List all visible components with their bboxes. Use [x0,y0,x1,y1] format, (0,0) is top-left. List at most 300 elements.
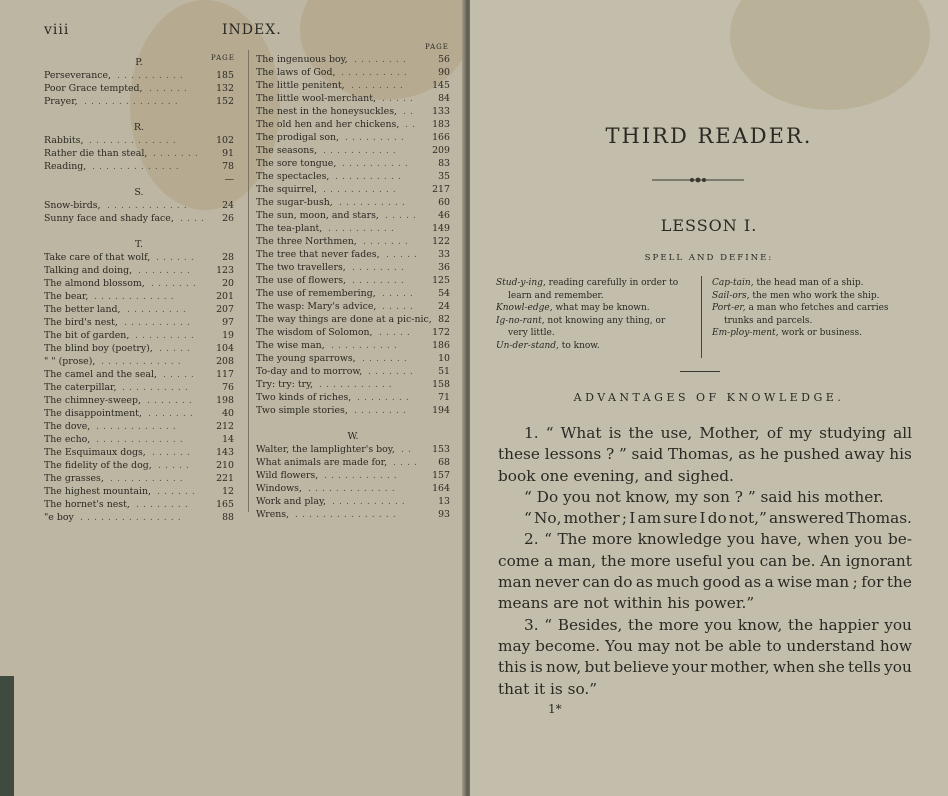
page-column-label: PAGE [211,54,235,62]
section-subtitle: ADVANTAGES OF KNOWLEDGE. [573,391,845,404]
leader-dots: .......... [124,317,194,328]
leader-dots: ........... [332,496,409,507]
index-entry-page: 40 [222,408,234,419]
spell-heading: SPELL AND DEFINE: [644,253,774,263]
index-entry [44,381,234,394]
short-rule [680,371,720,372]
definition-text: trunks and parcels. [724,315,813,326]
index-entry-title: The sore tongue, [256,158,337,169]
index-entry-title: The bird's nest, [44,317,118,328]
index-entry-title: The camel and the seal, [44,369,157,380]
index-entry [44,498,234,511]
index-entry-page: 123 [216,265,234,276]
index-entry [256,339,450,352]
text-line: come a man, the more useful you can be. An ignorant [498,551,912,570]
index-entry [256,326,450,339]
signature-mark: 1* [548,702,562,716]
index-entry-page: 24 [438,301,450,312]
index-entry [44,420,234,433]
index-entry [44,433,234,446]
definition-line [712,277,912,290]
index-letter-heading: W. [347,431,359,442]
index-entry [256,157,450,170]
definition-text: to know. [558,340,600,351]
definition-text: learn and remember. [508,290,604,301]
leader-dots: .... [393,457,421,468]
index-entry [256,235,450,248]
index-entry [44,355,234,368]
leader-dots: ............. [89,135,180,146]
index-entry-title: The ingenuous boy, [256,54,348,65]
index-entry-title: The caterpillar, [44,382,117,393]
index-entry-page: 132 [216,83,234,94]
index-entry-page: 68 [438,457,450,468]
index-entry [44,134,234,147]
index-entry-title: Rather die than steal, [44,148,148,159]
index-entry-page: 91 [222,148,234,159]
definition-line [496,290,696,303]
index-entry-title: Try: try: try, [256,379,314,390]
index-entry [256,209,450,222]
text-line: 3. “ Besides, the more you know, the happier you [524,615,912,634]
leader-dots: .. [403,106,417,117]
index-entry-title: The sun, moon, and stars, [256,210,379,221]
index-entry-page: — [224,174,234,185]
index-entry [256,495,450,508]
leader-dots: ........ [138,265,194,276]
index-entry-title: The wisdom of Solomon, [256,327,373,338]
index-entry-title: The bear, [44,291,89,302]
leader-dots: ...... [156,252,198,263]
index-entry-page: 10 [438,353,450,364]
index-entry [256,300,450,313]
index-entry-page: 122 [432,236,450,247]
defined-word: Knowl-edge, [496,303,553,313]
index-entry [44,303,234,316]
leader-dots: ....... [147,395,196,406]
index-entry [44,199,234,212]
leader-dots: ..... [386,249,421,260]
index-entry-page: 153 [432,444,450,455]
index-entry-title: Two simple stories, [256,405,348,416]
index-entry [256,443,450,456]
index-entry [256,261,450,274]
leader-dots: ............. [96,434,187,445]
defined-word: Port-er, [712,303,746,313]
index-entry-page: 76 [222,382,234,393]
index-entry-page: 198 [216,395,234,406]
index-entry [44,212,234,225]
index-entry-page: 164 [432,483,450,494]
leader-dots: ........ [351,80,407,91]
index-entry-title: The laws of God, [256,67,336,78]
index-entry-title: The seasons, [256,145,318,156]
index-entry [44,82,234,95]
index-entry-title: The echo, [44,434,91,445]
index-entry-page: 88 [222,512,234,523]
leader-dots: .......... [117,70,187,81]
index-entry [44,446,234,459]
leader-dots: ...... [152,447,194,458]
index-entry [256,469,450,482]
definition-text: a man who fetches and carries [745,303,889,313]
index-entry-page: 13 [438,496,450,507]
leader-dots: ............... [295,509,400,520]
index-entry-page: 24 [222,200,234,211]
lesson-text [498,423,912,700]
leader-dots: ............... [80,512,185,523]
index-letter-heading: S. [134,187,144,198]
leader-dots: ..... [382,288,417,299]
leader-dots: ....... [148,408,197,419]
index-entry [256,196,450,209]
index-entry-page: 12 [222,486,234,497]
index-entry-title: The wasp: Mary's advice, [256,301,377,312]
leader-dots: ....... [363,236,412,247]
definition-line [496,277,696,290]
cover-edge [0,676,14,796]
leader-dots: .............. [84,96,182,107]
index-entry-page: 145 [432,80,450,91]
leader-dots: ..... [159,343,194,354]
index-entry-page: 51 [438,366,450,377]
index-entry [256,352,450,365]
index-entry-title: Two kinds of riches, [256,392,352,403]
definition-line [712,302,912,315]
index-entry-page: 19 [222,330,234,341]
leader-dots: ............ [94,291,178,302]
index-entry-page: 217 [432,184,450,195]
leader-dots: ............ [101,356,185,367]
definition-text: the head man of a ship. [753,278,864,288]
index-entry-title: The chimney-sweep, [44,395,141,406]
leader-dots: ............. [308,483,399,494]
leader-dots: ..... [163,369,198,380]
definition-text: reading carefully in order to [545,278,679,288]
defined-word: Em-ploy-ment, [712,328,779,338]
definition-text: very little. [508,328,555,338]
index-entry-title: The spectacles, [256,171,330,182]
definition-text: work or business. [778,328,862,338]
leader-dots: ........ [354,405,410,416]
index-entry-title: "e boy [44,512,74,523]
definition-line [496,327,696,340]
book-title: THIRD READER. [605,124,813,148]
index-entry-page: 35 [438,171,450,182]
index-entry-title: The two travellers, [256,262,346,273]
leader-dots: ..... [385,210,420,221]
definition-line [712,290,912,303]
index-entry-page: 78 [222,161,234,172]
index-entry-title: To-day and to morrow, [256,366,363,377]
text-line: these lessons ? ” said Thomas, as he pushed away his [498,445,912,464]
index-entry-title: The use of flowers, [256,275,347,286]
defined-word: Ig-no-rant, [496,315,545,326]
index-entry-title: Wrens, [256,509,290,520]
index-entry [44,511,234,524]
index-entry-page: 104 [216,343,234,354]
definition-text: not knowing any thing, or [544,315,666,326]
index-entry [44,316,234,329]
index-entry-page: 210 [216,460,234,471]
index-entry [44,407,234,420]
index-entry-title: The tea-plant, [256,223,323,234]
leader-dots: ....... [153,148,202,159]
index-entry-title: The little wool-merchant, [256,93,376,104]
leader-dots: .. [405,119,419,130]
index-entry-page: 82 [438,314,450,325]
index-entry [256,508,450,521]
ornament-rule [652,176,744,184]
index-entry [256,92,450,105]
definition-line [712,327,912,340]
leader-dots: ..... [382,301,417,312]
index-entry [256,79,450,92]
index-entry-page: 117 [216,369,234,380]
index-entry [256,287,450,300]
index-entry [256,313,450,326]
definition-line [712,315,912,328]
index-entry [44,251,234,264]
leader-dots: ...... [149,83,191,94]
text-line: may become. You may not be able to understand how [498,636,912,655]
index-entry-page: 93 [438,509,450,520]
definition-text: what may be known. [552,303,650,313]
leader-dots: ........ [352,275,408,286]
leader-dots: ............. [92,161,183,172]
index-entry [44,95,234,108]
folio-number: viii [44,22,70,38]
index-entry-title: The tree that never fades, [256,249,380,260]
index-entry-title: " " (prose), [44,356,96,367]
index-entry [44,459,234,472]
leader-dots: .......... [342,158,412,169]
index-entry [44,173,234,186]
index-entry-page: 208 [216,356,234,367]
index-entry-page: 90 [438,67,450,78]
index-entry-page: 54 [438,288,450,299]
index-entry-page: 102 [216,135,234,146]
index-entry-page: 56 [438,54,450,65]
index-entry-page: 14 [222,434,234,445]
index-letter-heading: R. [133,122,145,133]
index-entry-page: 20 [222,278,234,289]
leader-dots: .... [180,213,208,224]
index-entry-title: The dove, [44,421,91,432]
index-entry [44,277,234,290]
index-entry [256,378,450,391]
index-entry-page: 33 [438,249,450,260]
index-entry-page: 207 [216,304,234,315]
definitions-left [496,277,696,352]
leader-dots: ........ [354,54,410,65]
text-line: means are not within his power.” [498,594,755,613]
index-letter-heading: T. [135,239,143,250]
definitions-right [712,277,912,340]
index-entry-title: The sugar-bush, [256,197,333,208]
index-entry [44,147,234,160]
index-entry-title: The squirrel, [256,184,318,195]
index-column-right [256,53,450,521]
index-entry-title: The almond blossom, [44,278,145,289]
index-entry-title: The three Northmen, [256,236,357,247]
index-spacer [44,108,234,121]
index-entry-page: 183 [432,119,450,130]
index-entry [256,391,450,404]
index-entry [256,274,450,287]
text-line: “ No, mother ; I am sure I do not,” answered Thomas. [524,509,912,528]
leader-dots: ........... [323,184,400,195]
leader-dots: ............ [96,421,180,432]
defined-word: Cap-tain, [712,278,754,288]
index-entry [44,485,234,498]
index-entry [256,222,450,235]
index-entry-page: 172 [432,327,450,338]
index-entry-title: The wise man, [256,340,325,351]
index-entry [256,365,450,378]
index-entry-page: 157 [432,470,450,481]
index-entry [44,472,234,485]
index-entry-title: Wild flowers, [256,470,319,481]
leader-dots: ....... [368,366,417,377]
index-entry [44,69,234,82]
text-line: 1. “ What is the use, Mother, of my studying all [524,424,912,442]
index-entry [256,183,450,196]
definition-line [496,315,696,328]
index-entry-page: 165 [216,499,234,510]
index-entry-title: Poor Grace tempted, [44,83,143,94]
index-entry [256,53,450,66]
index-entry-title: Prayer, [44,96,78,107]
index-entry [44,160,234,173]
index-entry [256,170,450,183]
index-entry-page: 152 [216,96,234,107]
text-line: book one evening, and sighed. [498,466,734,485]
leader-dots: ..... [158,460,193,471]
index-entry [44,368,234,381]
index-entry-title: Walter, the lamplighter's boy, [256,444,395,455]
index-entry-title: The bit of garden, [44,330,130,341]
index-entry-title: The hornet's nest, [44,499,130,510]
leader-dots: ........... [110,473,187,484]
index-entry-page: 186 [432,340,450,351]
index-entry-title: The use of remembering, [256,288,376,299]
leader-dots: .......... [331,340,401,351]
leader-dots: ....... [362,353,411,364]
index-entry-title: Take care of that wolf, [44,252,151,263]
definition-line [496,340,696,353]
index-entry-page: 26 [222,213,234,224]
leader-dots: ....... [151,278,200,289]
index-entry-title: The way things are done at a pic-nic, [256,314,432,325]
leader-dots: .......... [328,223,398,234]
index-entry-page: 36 [438,262,450,273]
index-entry-page: 71 [438,392,450,403]
index-entry [256,144,450,157]
index-spacer [256,417,450,430]
leader-dots: .......... [341,67,411,78]
index-entry-page: 133 [432,106,450,117]
index-entry-page: 166 [432,132,450,143]
index-entry-title: Work and play, [256,496,327,507]
page-column-label: PAGE [425,43,449,51]
index-entry-title: The little penitent, [256,80,345,91]
index-entry-page: 212 [216,421,234,432]
definition-text: the men who work the ship. [749,290,880,301]
index-entry-title: Sunny face and shady face, [44,213,174,224]
index-spacer [44,225,234,238]
index-entry [256,131,450,144]
text-line: that it is so.” [498,679,598,698]
index-entry [44,329,234,342]
index-entry [256,118,450,131]
index-entry [256,66,450,79]
leader-dots: ........... [323,145,400,156]
index-entry [44,290,234,303]
index-entry-title: Perseverance, [44,70,112,81]
index-entry-title: The blind boy (poetry), [44,343,153,354]
index-entry-title: The better land, [44,304,121,315]
leader-dots: ........ [352,262,408,273]
leader-dots: ..... [382,93,417,104]
text-line: man never can do as much good as a wise man ; for the [498,573,912,592]
index-entry-title: The fidelity of the dog, [44,460,152,471]
index-entry-title: The disappointment, [44,408,142,419]
running-head: INDEX. [222,22,282,38]
leader-dots: ......... [127,304,190,315]
index-entry-page: 46 [438,210,450,221]
leader-dots: .......... [339,197,409,208]
index-entry [256,248,450,261]
index-entry [256,456,450,469]
text-line: “ Do you not know, my son ? ” said his mother. [524,487,884,506]
water-stain [730,0,930,110]
defined-word: Sail-ors, [712,290,750,301]
index-entry-title: The prodigal son, [256,132,339,143]
index-entry-title: What animals are made for, [256,457,388,468]
index-letter-heading: P. [135,57,143,68]
index-entry-page: 125 [432,275,450,286]
index-entry-title: The young sparrows, [256,353,356,364]
leader-dots: ............ [107,200,191,211]
index-entry [44,342,234,355]
index-entry-page: 185 [216,70,234,81]
leader-dots: ........... [319,379,396,390]
leader-dots: .......... [122,382,192,393]
definitions-divider [701,276,702,358]
index-entry-title: The highest mountain, [44,486,151,497]
leader-dots: ..... [379,327,414,338]
index-entry-page: 194 [432,405,450,416]
index-entry-page: 221 [216,473,234,484]
index-entry-title: Reading, [44,161,87,172]
index-entry-title: The Esquimaux dogs, [44,447,146,458]
index-entry-title: Snow-birds, [44,200,101,211]
leader-dots: ........ [357,392,413,403]
index-entry [256,482,450,495]
index-entry-page: 97 [222,317,234,328]
lesson-heading: LESSON I. [660,216,758,235]
column-rule [248,50,249,512]
index-entry [256,105,450,118]
index-entry [44,394,234,407]
defined-word: Stud-y-ing, [496,278,546,288]
index-entry-page: 83 [438,158,450,169]
index-entry-page: 28 [222,252,234,263]
index-entry-page: 158 [432,379,450,390]
leader-dots: ...... [157,486,199,497]
index-entry-title: The grasses, [44,473,104,484]
